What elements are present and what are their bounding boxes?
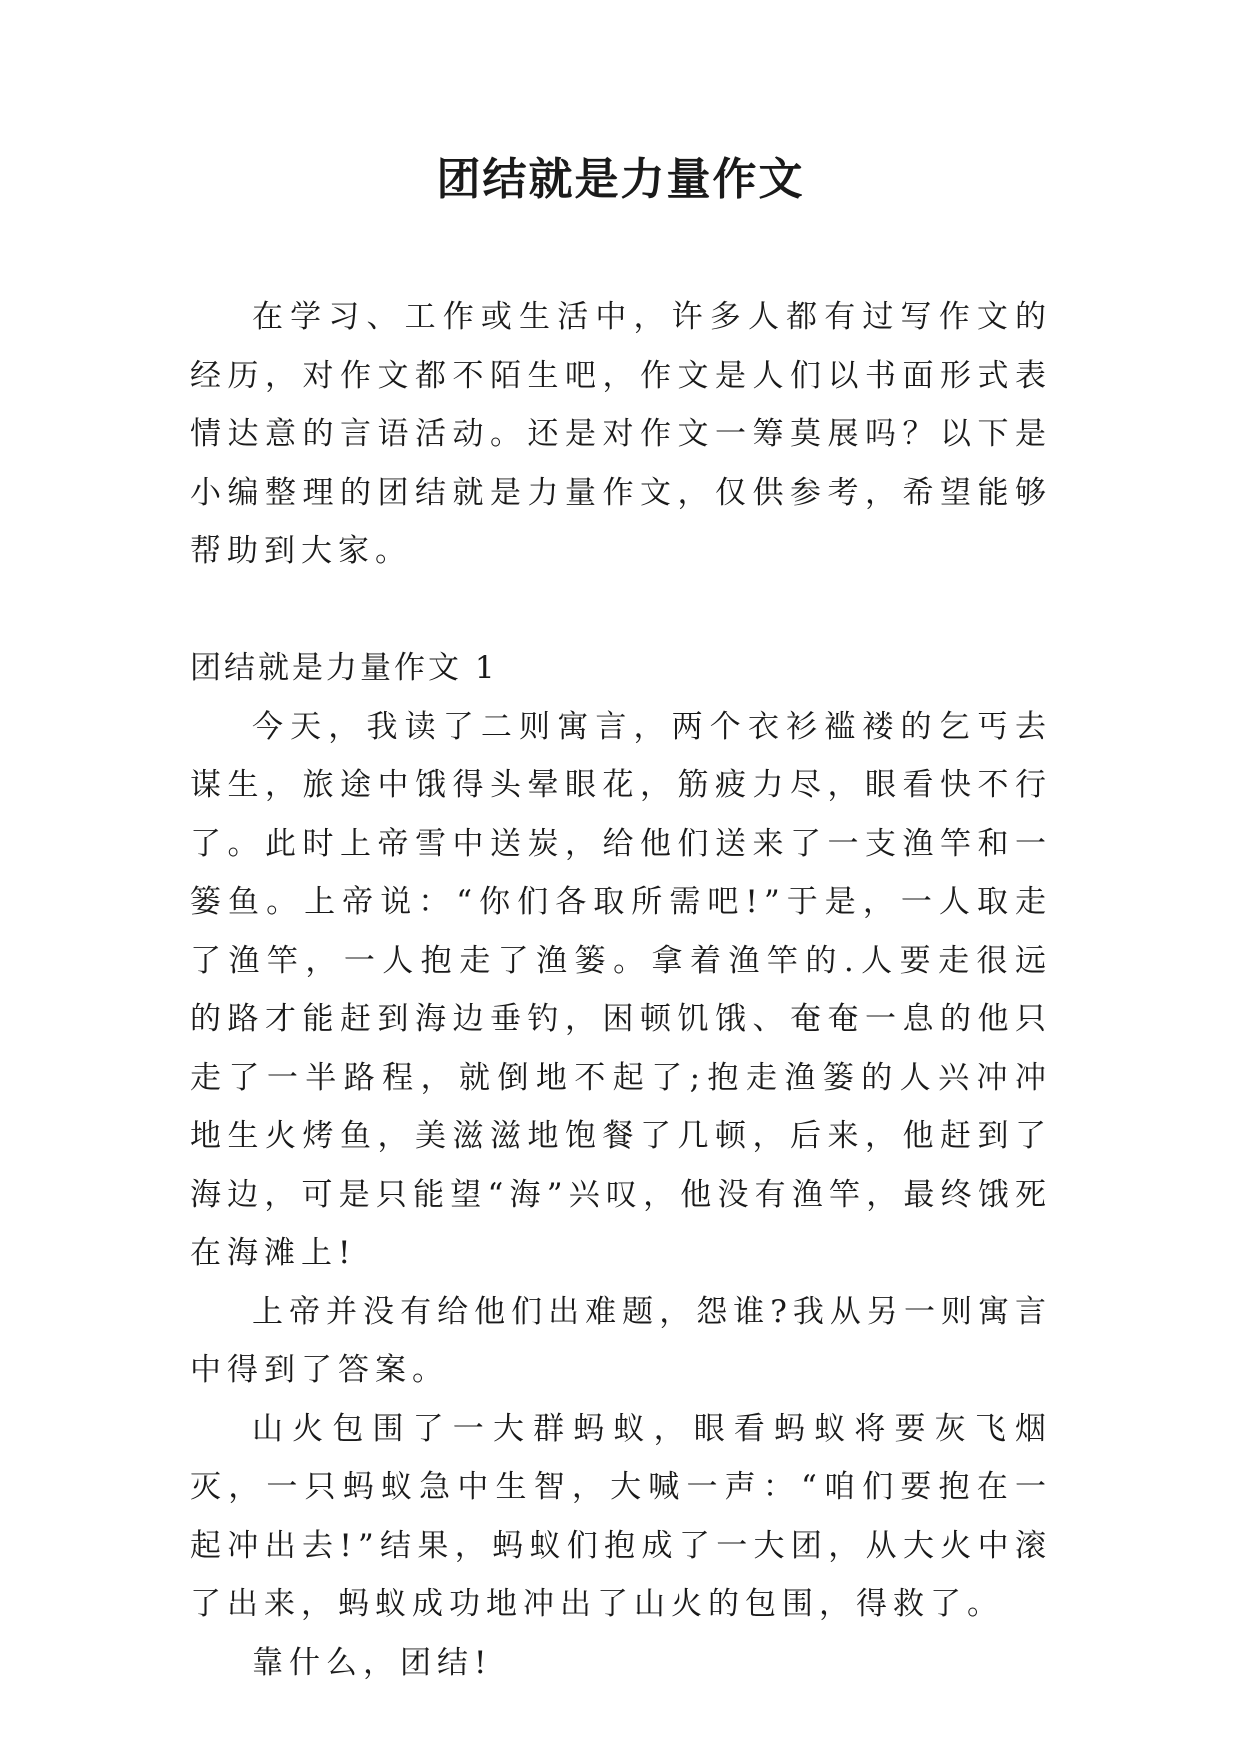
section-heading: 团结就是力量作文 1 (190, 650, 498, 686)
body-paragraph-3: 山火包围了一大群蚂蚁，眼看蚂蚁将要灰飞烟灭，一只蚂蚁急中生智，大喊一声：“咱们要抱在一起冲出去!”结果，蚂蚁们抱成了一大团，从大火中滚了出来，蚂蚁成功地冲出了山火的包围，得救了。 (190, 1410, 1052, 1622)
document-body (190, 288, 1052, 1692)
intro-paragraph: 在学习、工作或生活中，许多人都有过写作文的经历，对作文都不陌生吧，作文是人们以书面形式表情达意的言语活动。还是对作文一筹莫展吗？以下是小编整理的团结就是力量作文，仅供参考，希望能够帮助到大家。 (190, 299, 1052, 569)
body-paragraph-4: 靠什么，团结! (252, 1644, 493, 1681)
document-title: 团结就是力量作文 (436, 154, 805, 205)
body-paragraph-2: 上帝并没有给他们出难题，怨谁?我从另一则寓言中得到了答案。 (190, 1293, 1052, 1388)
body-paragraph-1: 今天，我读了二则寓言，两个衣衫褴褛的乞丐去谋生，旅途中饿得头晕眼花，筋疲力尽，眼看快不行了。此时上帝雪中送炭，给他们送来了一支渔竿和一篓鱼。上帝说：“你们各取所需吧!”于是，一人取走了渔竿，一人抱走了渔篓。拿着渔竿的.人要走很远的路才能赶到海边垂钓，困顿饥饿、奄奄一息的他只走了一半路程，就倒地不起了;抱走渔篓的人兴冲冲地生火烤鱼，美滋滋地饱餐了几顿，后来，他赶到了海边，可是只能望“海”兴叹，他没有渔竿，最终饿死在海滩上! (190, 708, 1052, 1271)
